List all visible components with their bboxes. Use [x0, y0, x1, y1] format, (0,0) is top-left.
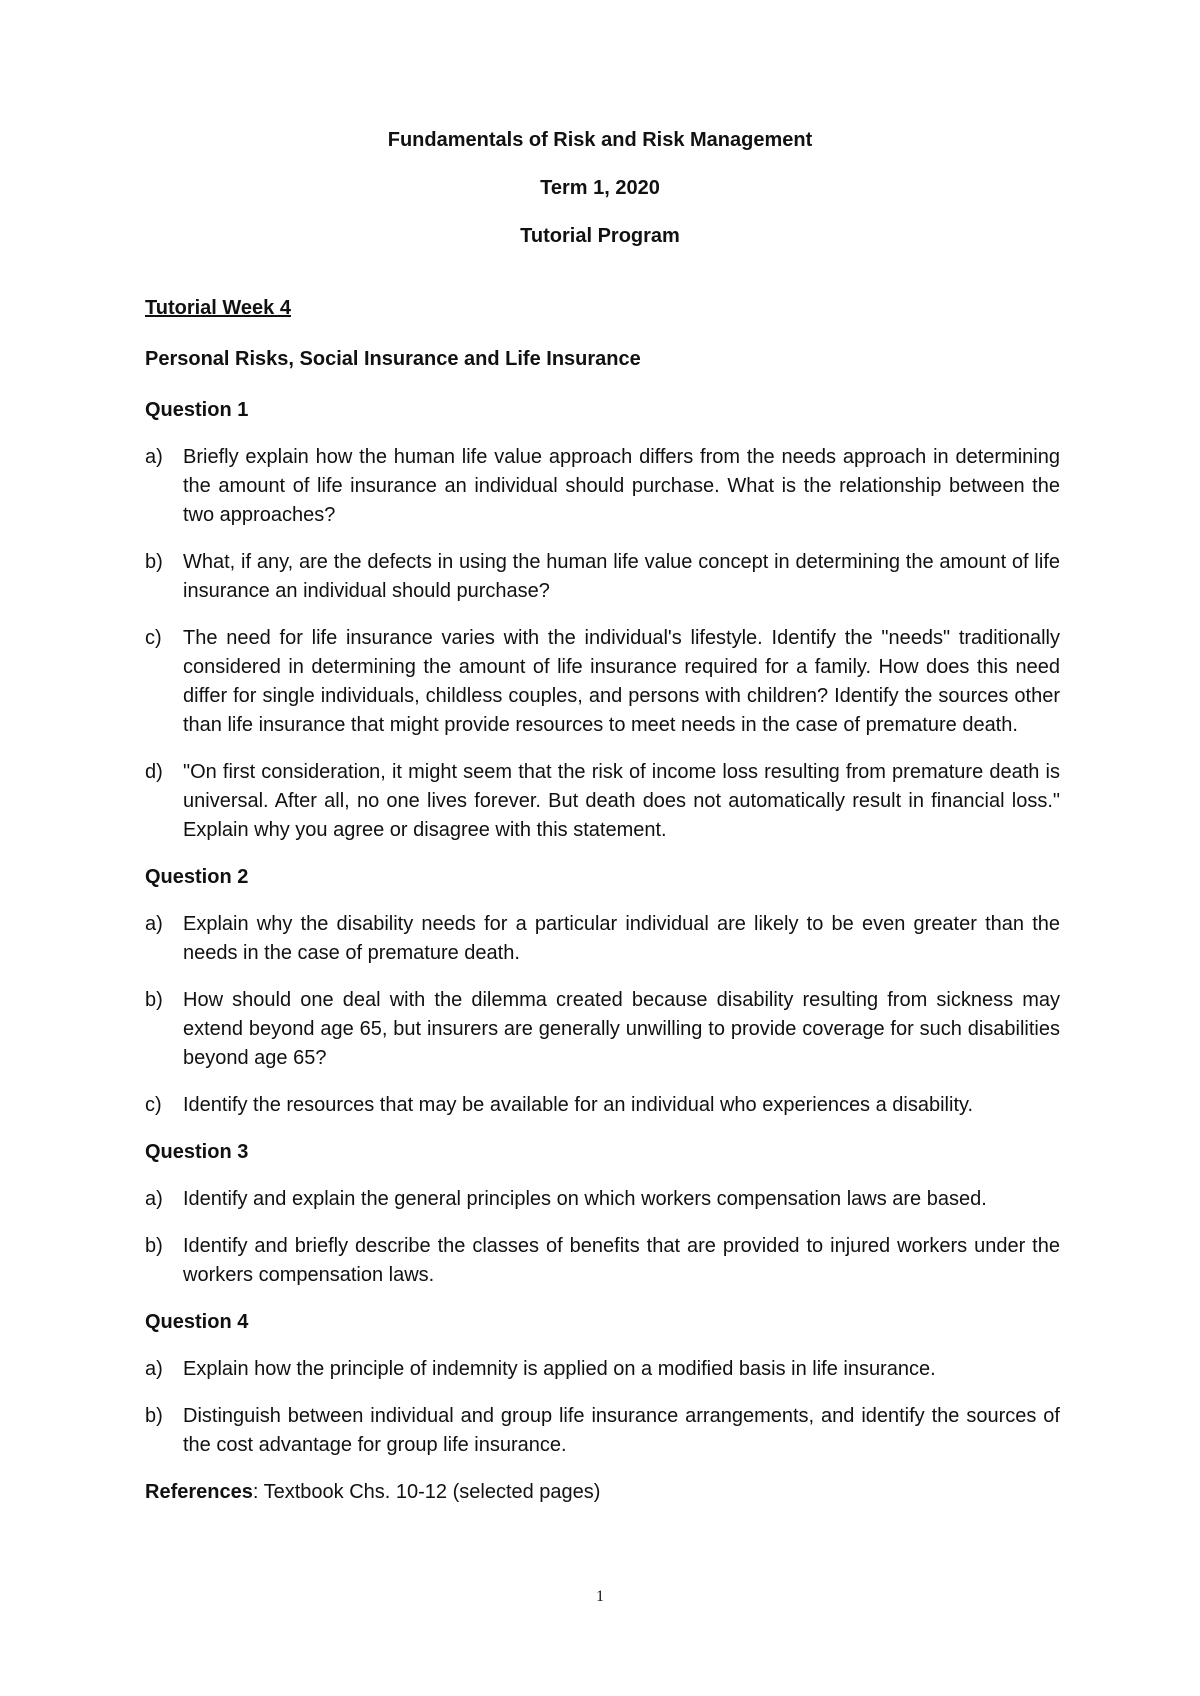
page-number: 1 [596, 1588, 604, 1605]
question-item [145, 910, 1060, 968]
tutorial-topic: Personal Risks, Social Insurance and Life Insurance [145, 348, 641, 370]
question-3 [145, 1138, 1060, 1290]
item-label: a) [145, 1188, 163, 1210]
term-label: Term 1, 2020 [540, 177, 660, 199]
question-heading: Question 2 [145, 866, 249, 888]
question-4 [145, 1308, 1060, 1460]
item-label: a) [145, 913, 163, 935]
question-item [145, 1402, 1060, 1460]
item-text: Briefly explain how the human life value approach differs from the needs approach in determining the amount of life insurance an individual should purchase. What is the relationship between the two approaches? [183, 446, 1060, 526]
program-label: Tutorial Program [520, 225, 680, 247]
question-2 [145, 863, 1060, 1120]
question-heading: Question 1 [145, 399, 249, 421]
item-text: Identify the resources that may be available for an individual who experiences a disability. [183, 1094, 974, 1116]
tutorial-content [145, 294, 1060, 1527]
item-label: a) [145, 1358, 163, 1380]
title-block [0, 128, 1200, 272]
references-text: : Textbook Chs. 10-12 (selected pages) [252, 1481, 601, 1503]
question-item [145, 1185, 1060, 1214]
references-label: References [145, 1481, 253, 1503]
question-item [145, 986, 1060, 1073]
item-label: a) [145, 446, 163, 468]
tutorial-week-heading: Tutorial Week 4 [145, 297, 291, 319]
item-text: The need for life insurance varies with the individual's lifestyle. Identify the "needs" traditionally considered in determining the amount of life insurance required for a family. How does this need differ for single individuals, childless couples, and persons with children? Identify the sources other than life insurance that might provide resources to meet needs in the case of premature death. [183, 627, 1060, 736]
item-label: b) [145, 551, 163, 573]
references [145, 1478, 1060, 1507]
course-title: Fundamentals of Risk and Risk Management [387, 129, 813, 151]
item-label: c) [145, 627, 162, 649]
item-label: b) [145, 1405, 163, 1427]
item-text: Explain how the principle of indemnity is applied on a modified basis in life insurance. [183, 1358, 936, 1380]
question-item [145, 758, 1060, 845]
question-heading: Question 3 [145, 1141, 249, 1163]
item-label: c) [145, 1094, 162, 1116]
item-text: "On first consideration, it might seem that the risk of income loss resulting from premature death is universal. After all, no one lives forever. But death does not automatically result in financial loss." Explain why you agree or disagree with this statement. [183, 761, 1060, 841]
item-text: Identify and briefly describe the classes of benefits that are provided to injured workers under the workers compensation laws. [183, 1235, 1060, 1286]
item-text: Identify and explain the general principles on which workers compensation laws are based. [183, 1188, 987, 1210]
question-item [145, 1232, 1060, 1290]
question-item [145, 624, 1060, 740]
item-label: b) [145, 989, 163, 1011]
item-text: Distinguish between individual and group life insurance arrangements, and identify the sources of the cost advantage for group life insurance. [183, 1405, 1060, 1456]
question-item [145, 443, 1060, 530]
question-heading: Question 4 [145, 1311, 249, 1333]
item-label: d) [145, 761, 163, 783]
item-label: b) [145, 1235, 163, 1257]
question-item [145, 1091, 1060, 1120]
item-text: What, if any, are the defects in using the human life value concept in determining the amount of life insurance an individual should purchase? [183, 551, 1060, 602]
item-text: How should one deal with the dilemma created because disability resulting from sickness may extend beyond age 65, but insurers are generally unwilling to provide coverage for such disabilities beyond age 65? [183, 989, 1060, 1069]
item-text: Explain why the disability needs for a particular individual are likely to be even greater than the needs in the case of premature death. [183, 913, 1060, 964]
question-item [145, 1355, 1060, 1384]
question-1 [145, 396, 1060, 845]
question-item [145, 548, 1060, 606]
